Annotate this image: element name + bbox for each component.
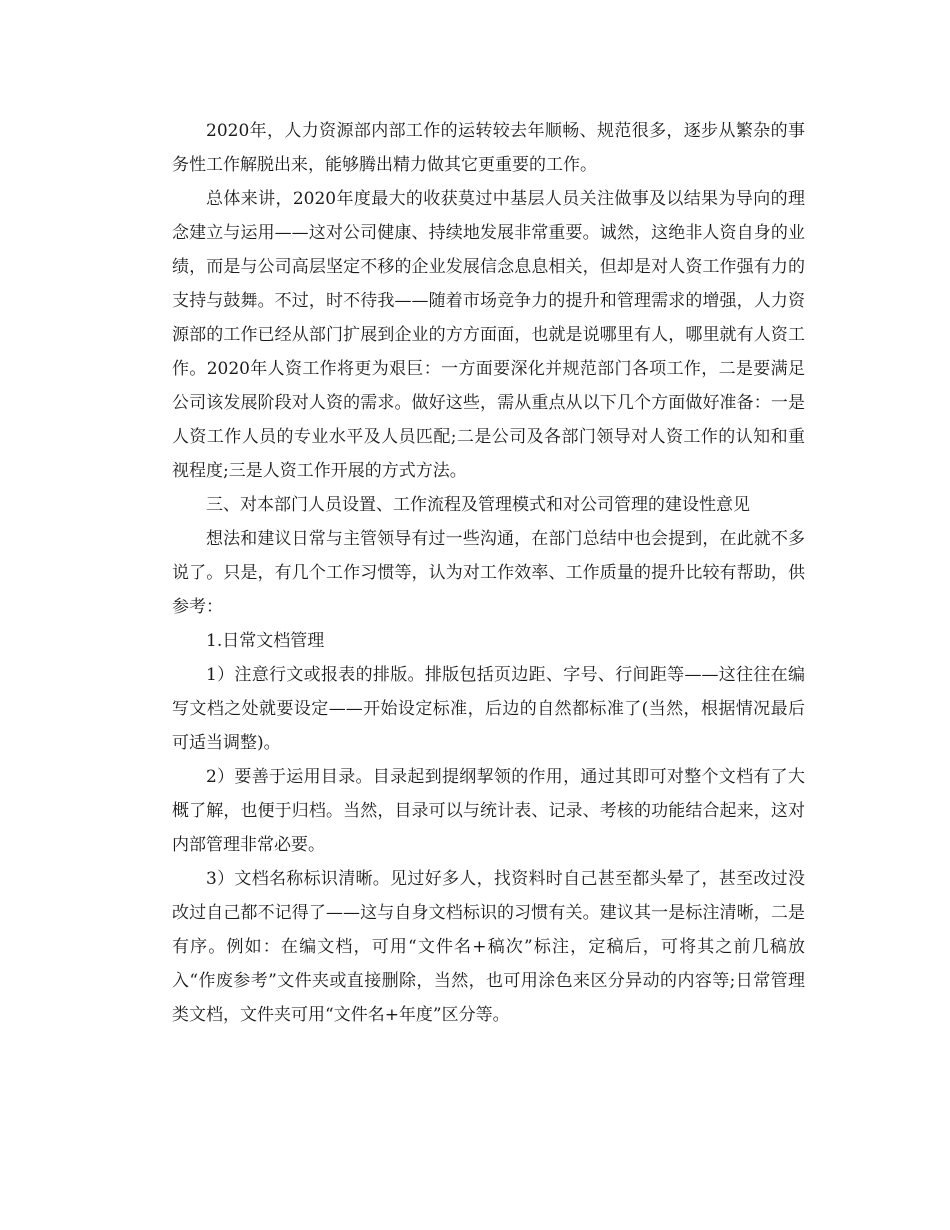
list-item-file-naming: 3）文档名称标识清晰。见过好多人，找资料时自己甚至都头晕了，甚至改过没改过自己都不记得了——这与自身文档标识的习惯有关。建议其一是标注清晰，二是有序。例如：在编文档，可用“文件名+稿次”标注，定稿后，可将其之前几稿放入“作废参考”文件夹或直接删除，当然，也可用涂色来区分异动的内容等;日常管理类文档，文件夹可用“文件名+年度”区分等。: [172, 869, 805, 1025]
paragraph-suggestions-intro: 想法和建议日常与主管领导有过一些沟通，在部门总结中也会提到，在此就不多说了。只是，有几个工作习惯等，认为对工作效率、工作质量的提升比较有帮助，供参考：: [172, 529, 805, 617]
list-item-layout: 1）注意行文或报表的排版。排版包括页边距、字号、行间距等——这往往在编写文档之处就要设定——开始设定标准，后边的自然都标准了(当然，根据情况最后可适当调整)。: [172, 665, 805, 753]
subheading-document-management: 1.日常文档管理: [206, 631, 325, 651]
list-item-table-of-contents: 2）要善于运用目录。目录起到提纲挈领的作用，通过其即可对整个文档有了大概了解，也便于归档。当然，目录可以与统计表、记录、考核的功能结合起来，这对内部管理非常必要。: [172, 767, 805, 855]
paragraph-annual-gains: 总体来讲，2020年度最大的收获莫过中基层人员关注做事及以结果为导向的理念建立与运用——这对公司健康、持续地发展非常重要。诚然，这绝非人资自身的业绩，而是与公司高层坚定不移的企业发展信念息息相关，但却是对人资工作强有力的支持与鼓舞。不过，时不待我——随着市场竞争力的提升和管理需求的增强，人力资源部的工作已经从部门扩展到企业的方方面面，也就是说哪里有人，哪里就有人资工作。2020年人资工作将更为艰巨：一方面要深化并规范部门各项工作，二是要满足公司该发展阶段对人资的需求。做好这些，需从重点从以下几个方面做好准备：一是人资工作人员的专业水平及人员匹配;二是公司及各部门领导对人资工作的认知和重视程度;三是人资工作开展的方式方法。: [172, 189, 805, 481]
paragraph-summary-intro: 2020年，人力资源部内部工作的运转较去年顺畅、规范很多，逐步从繁杂的事务性工作解脱出来，能够腾出精力做其它更重要的工作。: [172, 121, 805, 175]
section-heading-suggestions: 三、对本部门人员设置、工作流程及管理模式和对公司管理的建设性意见: [206, 495, 750, 515]
document-body: [172, 114, 805, 1032]
